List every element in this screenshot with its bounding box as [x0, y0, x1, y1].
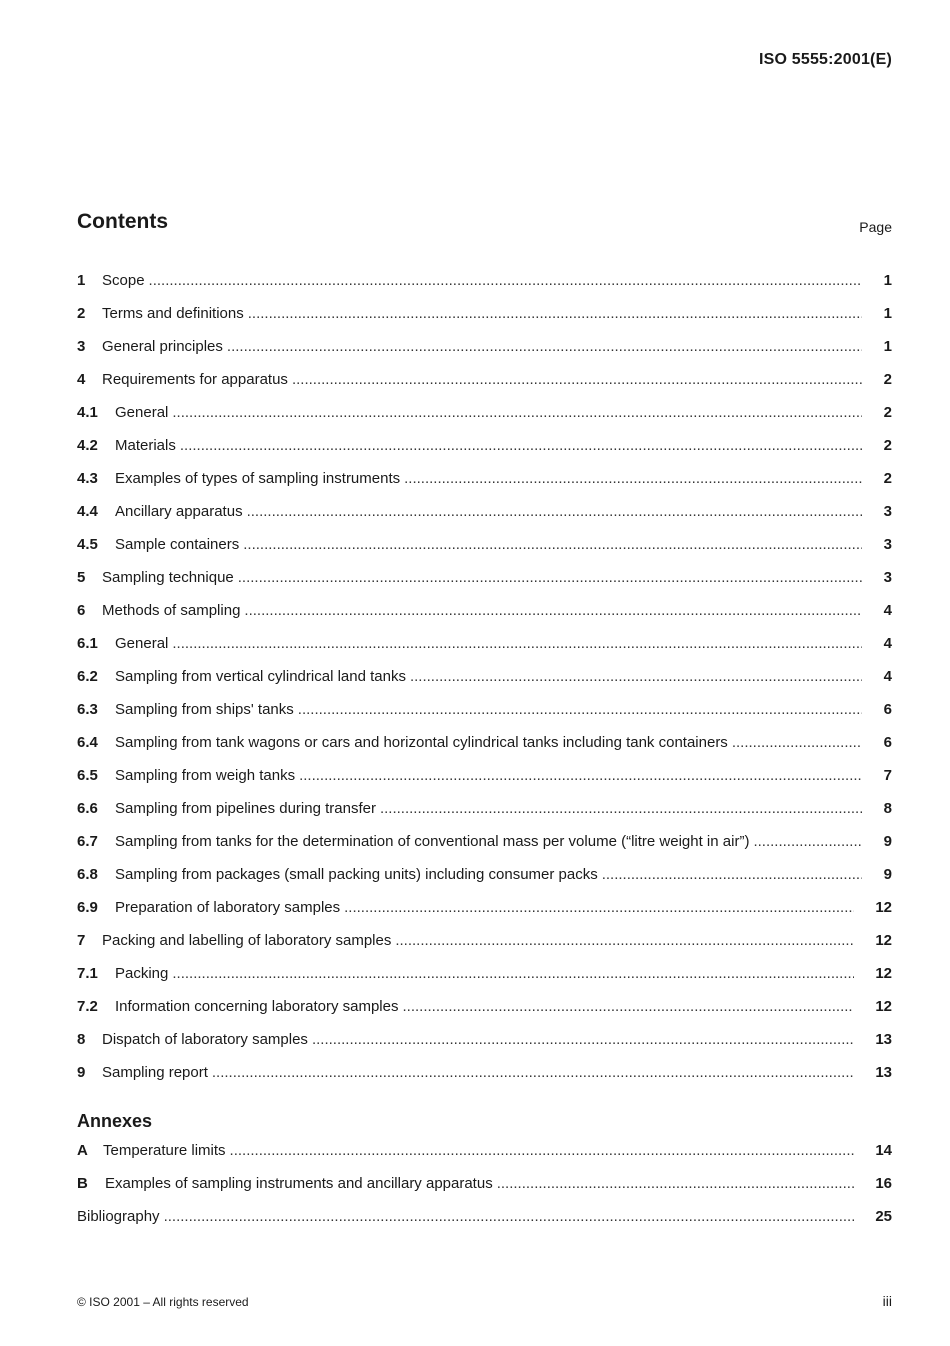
toc-entry-page: 8	[883, 800, 892, 817]
toc-entry-number: 5	[77, 569, 86, 586]
dot-leader	[244, 304, 862, 324]
dot-leader	[208, 1063, 854, 1083]
dot-leader	[168, 964, 854, 984]
dot-leader	[145, 271, 862, 291]
toc-entry[interactable]	[77, 502, 892, 535]
toc-entry[interactable]	[77, 964, 892, 997]
annex-entry-letter: A	[77, 1142, 88, 1159]
toc-entry-page: 2	[883, 470, 892, 487]
toc-entry-number: 4.5	[77, 536, 98, 553]
toc-entry[interactable]	[77, 403, 892, 436]
toc-entry-number: 6.3	[77, 701, 98, 718]
toc-entry-number: 4.3	[77, 470, 98, 487]
toc-entry-page: 12	[875, 899, 892, 916]
toc-entry-title: Information concerning laboratory samples	[115, 998, 399, 1015]
dot-leader	[308, 1030, 854, 1050]
toc-entry-title: Examples of types of sampling instruments	[115, 470, 401, 487]
toc-entry[interactable]	[77, 634, 892, 667]
toc-entry[interactable]	[77, 304, 892, 337]
toc-entry-number: 6.2	[77, 668, 98, 685]
toc-entry-number: 3	[77, 338, 86, 355]
toc-entry-title: Packing	[115, 965, 169, 982]
toc-entry-title: Sampling from tanks for the determination of conventional mass per volume (“litre weight in air”)	[115, 833, 750, 850]
toc-entry-page: 3	[883, 569, 892, 586]
dot-leader	[391, 931, 854, 951]
dot-leader	[176, 436, 862, 456]
toc-entry[interactable]	[77, 436, 892, 469]
toc-entry-page: 6	[883, 734, 892, 751]
toc-entry[interactable]	[77, 337, 892, 370]
toc-entry-title: Terms and definitions	[102, 305, 244, 322]
toc-entry-number: 6.5	[77, 767, 98, 784]
toc-entry-number: 4.1	[77, 404, 98, 421]
annex-entry-letter: B	[77, 1175, 88, 1192]
toc-entry[interactable]	[77, 865, 892, 898]
toc-entry-title: Materials	[115, 437, 176, 454]
toc-entry[interactable]	[77, 667, 892, 700]
dot-leader	[288, 370, 862, 390]
dot-leader	[223, 337, 862, 357]
toc-entry-title: Sampling from weigh tanks	[115, 767, 296, 784]
annex-entry[interactable]	[77, 1141, 892, 1174]
toc-entry[interactable]	[77, 568, 892, 601]
toc-entry-page: 9	[883, 866, 892, 883]
toc-entry[interactable]	[77, 733, 892, 766]
toc-entry-number: 6.4	[77, 734, 98, 751]
dot-leader	[400, 469, 862, 489]
toc-entry-title: Sampling from packages (small packing units) including consumer packs	[115, 866, 598, 883]
dot-leader	[493, 1174, 854, 1194]
toc-entry-number: 9	[77, 1064, 86, 1081]
bibliography-page: 25	[875, 1208, 892, 1225]
dot-leader	[398, 997, 854, 1017]
contents-heading: Contents	[77, 210, 168, 233]
toc-entry-number: 6	[77, 602, 86, 619]
toc-entry-page: 2	[883, 371, 892, 388]
annex-entry-title: Examples of sampling instruments and ancillary apparatus	[105, 1175, 493, 1192]
bibliography-title: Bibliography	[77, 1208, 160, 1225]
toc-entry-number: 7.1	[77, 965, 98, 982]
annex-entry[interactable]	[77, 1174, 892, 1207]
toc-entry-page: 1	[883, 272, 892, 289]
toc-entry-title: Sampling from vertical cylindrical land tanks	[115, 668, 406, 685]
annexes-section	[77, 1108, 892, 1240]
dot-leader	[340, 898, 854, 918]
dot-leader	[168, 634, 862, 654]
toc-entry[interactable]	[77, 832, 892, 865]
toc-entry-page: 7	[883, 767, 892, 784]
toc-entry[interactable]	[77, 766, 892, 799]
toc-entry-page: 13	[875, 1064, 892, 1081]
toc-entry-page: 4	[883, 668, 892, 685]
toc-entry-page: 12	[875, 998, 892, 1015]
dot-leader	[226, 1141, 854, 1161]
toc-entry-page: 1	[883, 305, 892, 322]
bibliography-entry[interactable]	[77, 1207, 892, 1240]
toc-entry-title: Requirements for apparatus	[102, 371, 288, 388]
toc-entry-page: 2	[883, 404, 892, 421]
toc-entry-title: Methods of sampling	[102, 602, 241, 619]
annex-entry-page: 14	[875, 1142, 892, 1159]
toc-entry[interactable]	[77, 271, 892, 304]
document-id: ISO 5555:2001(E)	[758, 51, 892, 68]
toc-entry-title: Sample containers	[115, 536, 240, 553]
dot-leader	[294, 700, 862, 720]
toc-entry-page: 1	[883, 338, 892, 355]
toc-entry[interactable]	[77, 1063, 892, 1096]
annex-entry-page: 16	[875, 1175, 892, 1192]
dot-leader	[749, 832, 862, 852]
toc-entry-page: 4	[883, 635, 892, 652]
toc-entry[interactable]	[77, 931, 892, 964]
toc-entry-title: General	[115, 635, 169, 652]
toc-entry[interactable]	[77, 997, 892, 1030]
dot-leader	[728, 733, 862, 753]
toc-entry-title: Sampling from ships' tanks	[115, 701, 294, 718]
toc-entry-number: 6.9	[77, 899, 98, 916]
toc-entry-title: Dispatch of laboratory samples	[102, 1031, 308, 1048]
dot-leader	[243, 502, 862, 522]
toc-entry-number: 1	[77, 272, 86, 289]
toc-entry[interactable]	[77, 799, 892, 832]
toc-entry-title: Sampling report	[102, 1064, 208, 1081]
toc-entry[interactable]	[77, 535, 892, 568]
dot-leader	[376, 799, 862, 819]
toc-entry-title: Scope	[102, 272, 145, 289]
dot-leader	[240, 601, 862, 621]
toc-entry[interactable]	[77, 898, 892, 931]
toc-entry-page: 9	[883, 833, 892, 850]
dot-leader	[295, 766, 862, 786]
toc-entry[interactable]	[77, 370, 892, 403]
toc-entry-number: 6.6	[77, 800, 98, 817]
toc-entry-number: 7.2	[77, 998, 98, 1015]
toc-entry-page: 4	[883, 602, 892, 619]
dot-leader	[168, 403, 862, 423]
toc-entry-number: 8	[77, 1031, 86, 1048]
toc-entry-page: 3	[883, 536, 892, 553]
toc-entry-page: 13	[875, 1031, 892, 1048]
toc-entry[interactable]	[77, 601, 892, 634]
toc-entry-number: 6.1	[77, 635, 98, 652]
toc-entry-number: 6.7	[77, 833, 98, 850]
table-of-contents	[77, 271, 892, 1096]
toc-entry-title: General	[115, 404, 169, 421]
dot-leader	[406, 667, 862, 687]
dot-leader	[160, 1207, 854, 1227]
toc-entry-number: 4.2	[77, 437, 98, 454]
toc-entry-title: Sampling technique	[102, 569, 234, 586]
page-number: iii	[882, 1293, 892, 1309]
toc-entry-title: Sampling from tank wagons or cars and horizontal cylindrical tanks including tank containers	[115, 734, 728, 751]
toc-entry-page: 12	[875, 965, 892, 982]
toc-entry-number: 6.8	[77, 866, 98, 883]
dot-leader	[234, 568, 862, 588]
dot-leader	[239, 535, 862, 555]
annex-entry-title: Temperature limits	[103, 1142, 226, 1159]
toc-entry-number: 4	[77, 371, 86, 388]
toc-entry-number: 7	[77, 932, 86, 949]
copyright-notice: © ISO 2001 – All rights reserved	[77, 1295, 249, 1309]
dot-leader	[598, 865, 862, 885]
toc-entry-number: 2	[77, 305, 86, 322]
toc-entry-title: Sampling from pipelines during transfer	[115, 800, 376, 817]
annexes-heading: Annexes	[77, 1111, 153, 1131]
toc-entry[interactable]	[77, 700, 892, 733]
toc-entry-title: General principles	[102, 338, 223, 355]
toc-entry-page: 12	[875, 932, 892, 949]
toc-entry-title: Ancillary apparatus	[115, 503, 243, 520]
toc-entry-title: Packing and labelling of laboratory samples	[102, 932, 392, 949]
toc-entry-page: 2	[883, 437, 892, 454]
toc-entry-title: Preparation of laboratory samples	[115, 899, 341, 916]
toc-entry[interactable]	[77, 469, 892, 502]
toc-entry[interactable]	[77, 1030, 892, 1063]
toc-entry-number: 4.4	[77, 503, 98, 520]
page-column-label: Page	[859, 219, 892, 235]
toc-entry-page: 3	[883, 503, 892, 520]
toc-entry-page: 6	[883, 701, 892, 718]
